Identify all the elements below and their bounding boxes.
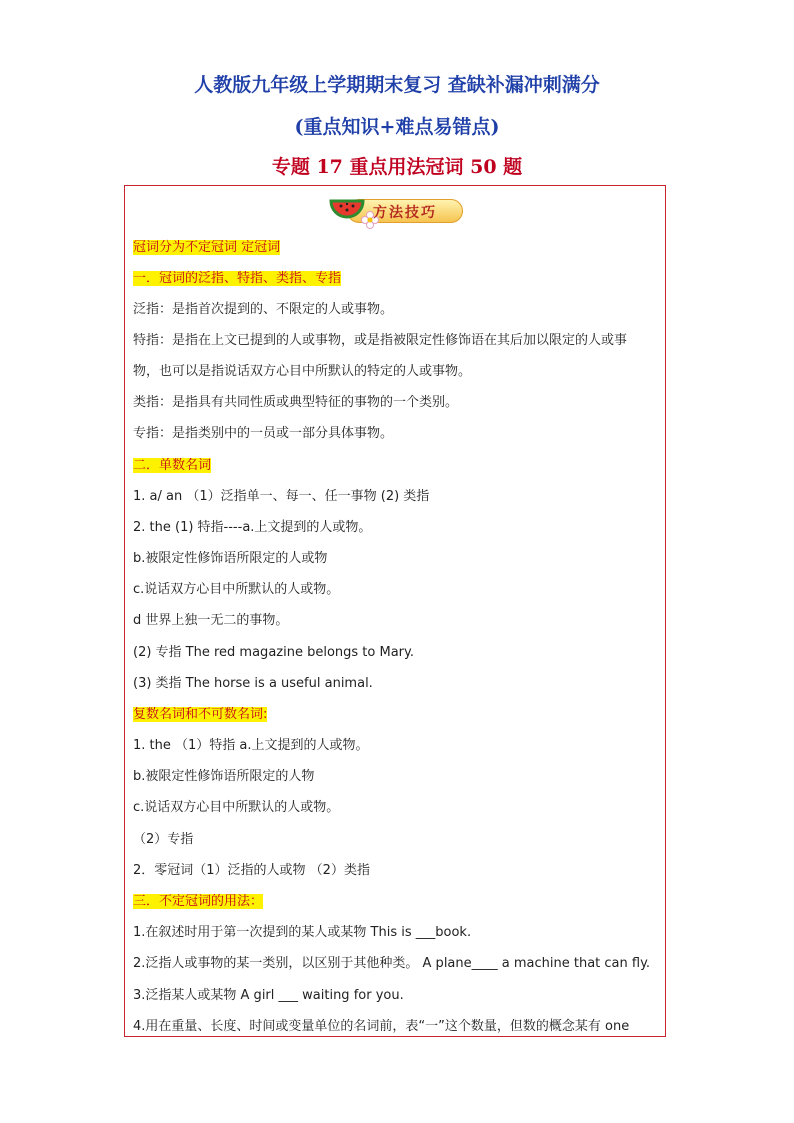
section-heading: [133, 703, 267, 722]
text-line: d 世界上独一无二的事物。: [133, 613, 289, 628]
text-line: 2. the (1) 特指----a.上文提到的人或物。: [133, 520, 372, 535]
text-line: 1.在叙述时用于第一次提到的某人或某物 This is ___book.: [133, 925, 472, 940]
badge-label: 方法技巧: [373, 205, 437, 221]
section-heading: [133, 454, 211, 473]
text-line: 专指：是指类别中的一员或一部分具体事物。: [133, 426, 394, 441]
text-line: c.说话双方心目中所默认的人或物。: [133, 582, 340, 597]
text-line: c.说话双方心目中所默认的人或物。: [133, 800, 340, 815]
text-line: 1. the （1）特指 a.上文提到的人或物。: [133, 738, 369, 753]
text-line: 1. a/ an （1）泛指单一、每一、任一事物 (2) 类指: [133, 489, 430, 504]
method-badge: [327, 193, 467, 229]
text-line: 泛指：是指首次提到的、不限定的人或事物。: [133, 302, 394, 317]
doc-subtitle: (重点知识+难点易错点): [294, 116, 500, 138]
highlight-line: 二．单数名词: [133, 458, 212, 473]
section-heading: [133, 267, 341, 286]
text-line: 类指：是指具有共同性质或典型特征的事物的一个类别。: [133, 395, 459, 410]
text-line: 物，也可以是指说话双方心目中所默认的特定的人或事物。: [133, 364, 472, 379]
text-line: (2) 专指 The red magazine belongs to Mary.: [133, 645, 414, 660]
text-line: （2）专指: [133, 832, 194, 847]
text-line: 2．零冠词（1）泛指的人或物 （2）类指: [133, 863, 370, 878]
text-line: b.被限定性修饰语所限定的人或物: [133, 551, 328, 566]
highlight-line: 一．冠词的泛指、特指、类指、专指: [133, 271, 342, 286]
section-heading: [133, 890, 263, 909]
text-line: 4.用在重量、长度、时间或变量单位的名词前，表“一”这个数量，但数的概念某有 one: [133, 1019, 630, 1034]
text-line: 2.泛指人或事物的某一类别，以区别于其他种类。 A plane____ a machine that can fly.: [133, 956, 651, 971]
text-line: b.被限定性修饰语所限定的人物: [133, 769, 315, 784]
text-line: 特指：是指在上文已提到的人或事物，或是指被限定性修饰语在其后加以限定的人或事: [133, 333, 628, 348]
highlight-line: 冠词分为不定冠词 定冠词: [133, 240, 281, 255]
text-line: [133, 236, 280, 255]
highlight-line: 复数名词和不可数名词:: [133, 707, 268, 722]
topic-title: 专题 17 重点用法冠词 50 题: [271, 156, 523, 178]
text-line: (3) 类指 The horse is a useful animal.: [133, 676, 373, 691]
highlight-line: 三．不定冠词的用法：: [133, 894, 264, 909]
doc-title: 人教版九年级上学期期末复习 查缺补漏冲刺满分: [194, 74, 600, 96]
text-line: 3.泛指某人或某物 A girl ___ waiting for you.: [133, 988, 404, 1003]
